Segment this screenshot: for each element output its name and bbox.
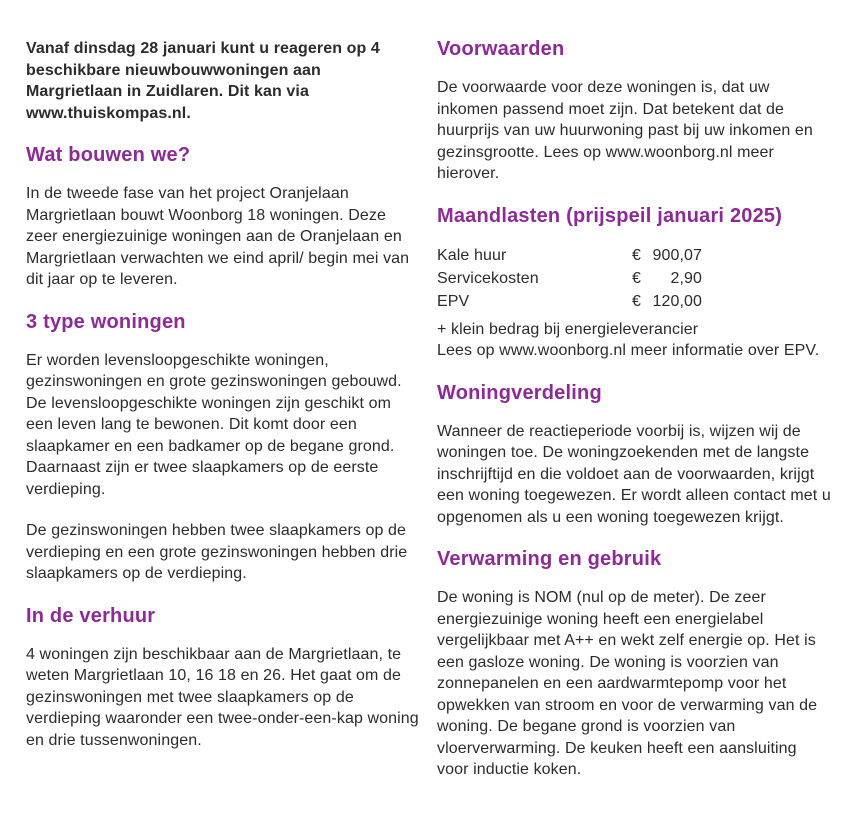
note-epv-info: Lees op www.woonborg.nl meer informatie over EPV. bbox=[437, 342, 820, 359]
cost-amount: 2,90 bbox=[670, 269, 702, 287]
left-column bbox=[26, 38, 421, 814]
heading-in-de-verhuur: In de verhuur bbox=[26, 604, 156, 627]
heading-voorwaarden: Voorwaarden bbox=[437, 38, 565, 60]
right-column bbox=[437, 38, 832, 814]
paragraph-verwarming-en-gebruik: De woning is NOM (nul op de meter). De zeer energiezuinige woning heeft een energielabel vergelijkbaar met A++ en wekt zelf energie op. Het is een gasloze woning. De woning is voorzien van zonnepanelen en een aardwarmtepomp voor het opwekken van stroom en voor de verwarming van de woning. De begane grond is voorzien van vloerverwarming. De keuken heeft een aansluiting voor inductie koken. bbox=[437, 589, 818, 778]
paragraph-wat-bouwen-we: In de tweede fase van het project Oranjelaan Margrietlaan bouwt Woonborg 18 woningen. Deze zeer energiezuinige woningen aan de Oranjelaan en Margrietlaan verwachten we eind april/ begin mei van dit jaar op te leveren. bbox=[26, 185, 410, 288]
cost-label: Servicekosten bbox=[437, 269, 539, 287]
cost-row-epv bbox=[437, 290, 832, 313]
cost-amount: 120,00 bbox=[652, 292, 702, 310]
paragraph-woningverdeling: Wanneer de reactieperiode voorbij is, wijzen wij de woningen toe. De woningzoekenden met de langste inschrijftijd en die voldoet aan de voorwaarden, krijgt een woning toegewezen. Er wordt alleen contact met u opgenomen als u een woning toegewezen krijgt. bbox=[437, 422, 831, 526]
euro-sign: € bbox=[632, 269, 641, 287]
euro-sign: € bbox=[632, 246, 641, 264]
cost-label: Kale huur bbox=[437, 246, 507, 264]
note-energieleverancier: + klein bedrag bij energieleverancier bbox=[437, 320, 699, 338]
cost-label: EPV bbox=[437, 292, 470, 310]
heading-maandlasten: Maandlasten (prijspeil januari 2025) bbox=[437, 204, 783, 227]
costs-notes bbox=[437, 319, 832, 362]
costs-table bbox=[437, 244, 832, 313]
heading-wat-bouwen-we: Wat bouwen we? bbox=[26, 144, 191, 166]
paragraph-3-type-woningen-1: Er worden levensloopgeschikte woningen, gezinswoningen en grote gezinswoningen gebouwd. De levensloopgeschikte woningen zijn geschikt om een leven lang te bewonen. Dit komt door een slaapkamer en een badkamer op de begane grond. Daarnaast zijn er twee slaapkamers op de eerste verdieping. bbox=[26, 351, 402, 498]
heading-verwarming-en-gebruik: Verwarming en gebruik bbox=[437, 548, 662, 570]
paragraph-voorwaarden: De voorwaarde voor deze woningen is, dat uw inkomen passend moet zijn. Dat betekent dat de huurprijs van uw huurwoning past bij uw inkomen en gezinsgrootte. Lees op www.woonborg.nl meer hierover. bbox=[437, 79, 813, 182]
paragraph-3-type-woningen-2: De gezinswoningen hebben twee slaapkamers op de verdieping en een grote gezinswoningen hebben drie slaapkamers op de verdieping. bbox=[26, 522, 408, 582]
cost-row-servicekosten bbox=[437, 267, 832, 290]
heading-3-type-woningen: 3 type woningen bbox=[26, 310, 186, 333]
euro-sign: € bbox=[632, 292, 641, 310]
cost-amount: 900,07 bbox=[652, 246, 702, 264]
cost-row-kale-huur bbox=[437, 244, 832, 267]
intro-paragraph: Vanaf dinsdag 28 januari kunt u reageren op 4 beschikbare nieuwbouwwoningen aan Margrietlaan in Zuidlaren. Dit kan via www.thuiskompas.nl. bbox=[26, 40, 380, 122]
heading-woningverdeling: Woningverdeling bbox=[437, 381, 602, 404]
paragraph-in-de-verhuur: 4 woningen zijn beschikbaar aan de Margrietlaan, te weten Margrietlaan 10, 16 18 en 26. Het gaat om de gezinswoningen met twee slaapkamers op de verdieping waaronder een twee-onder-een-kap woning en drie tussenwoningen. bbox=[26, 645, 419, 749]
